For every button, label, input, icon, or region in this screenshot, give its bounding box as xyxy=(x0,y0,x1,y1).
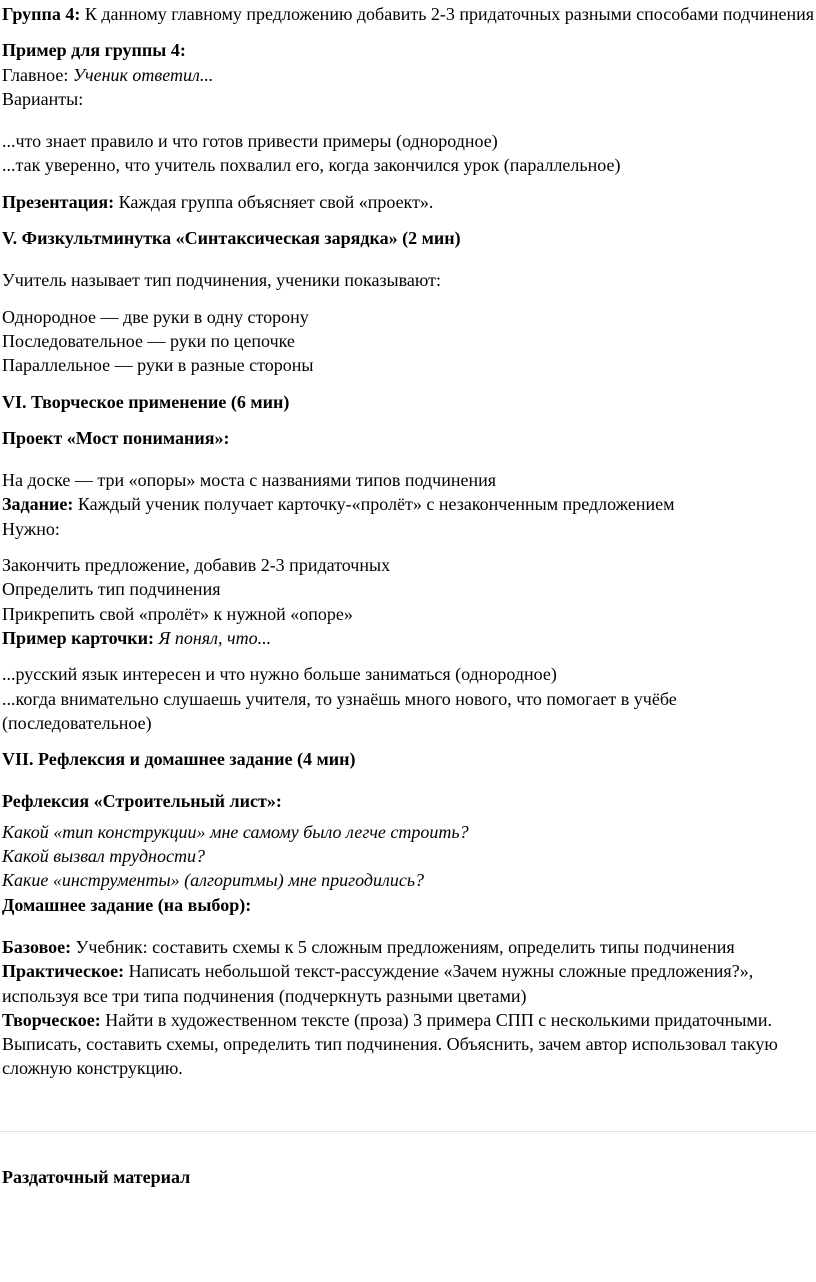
homework-label: Творческое: xyxy=(2,1009,101,1030)
example4-variants-label: Варианты: xyxy=(2,88,84,109)
card-example: ...когда внимательно слушаешь учителя, то узнаёшь много нового, что помогает в учёбе (последовательное) xyxy=(2,688,677,733)
presentation-label: Презентация: xyxy=(2,191,115,212)
reflection-question: Какой вызвал трудности? xyxy=(2,846,205,867)
homework-text: Найти в художественном тексте (проза) 3 примера СПП с несколькими придаточными. Выписать, составить схемы, определить тип подчинения. Объяснить, зачем автор использовал такую сложную конструкцию. xyxy=(2,1009,778,1079)
homework-item xyxy=(2,959,816,1008)
homework-item xyxy=(2,935,816,959)
section7-heading: VII. Рефлексия и домашнее задание (4 мин) xyxy=(2,749,356,770)
section6-heading: VI. Творческое применение (6 мин) xyxy=(2,391,290,412)
card-italic: Я понял, что... xyxy=(154,627,272,648)
section5-item: Однородное — две руки в одну сторону xyxy=(2,306,309,327)
section6-need-label: Нужно: xyxy=(2,518,60,539)
example4-heading: Пример для группы 4: xyxy=(2,40,186,61)
group4-task xyxy=(2,0,816,26)
section6-board-text: На доске — три «опоры» моста с названиями типов подчинения xyxy=(2,470,497,491)
homework-text: Написать небольшой текст-рассуждение «Зачем нужны сложные предложения?», используя все три типа подчинения (подчеркнуть разными цветами) xyxy=(2,961,754,1006)
section5-intro: Учитель называет тип подчинения, ученики показывают: xyxy=(2,270,441,291)
section6-step: Закончить предложение, добавив 2-3 придаточных xyxy=(2,555,391,576)
reflection-heading: Рефлексия «Строительный лист»: xyxy=(2,791,282,812)
example4-main-italic: Ученик ответил... xyxy=(72,64,214,85)
reflection-question: Какой «тип конструкции» мне самому было легче строить? xyxy=(2,821,469,842)
group4-text: К данному главному предложению добавить 2-3 придаточных разными способами подчинения xyxy=(80,4,814,24)
presentation-text: Каждая группа объясняет свой «проект». xyxy=(114,191,434,212)
section6-step: Прикрепить свой «пролёт» к нужной «опоре» xyxy=(2,603,353,624)
presentation xyxy=(2,190,816,214)
reflection-question: Какие «инструменты» (алгоритмы) мне пригодились? xyxy=(2,870,425,891)
variant-item: ...что знает правило и что готов привести примеры (однородное) xyxy=(2,131,498,152)
homework-heading: Домашнее задание (на выбор): xyxy=(2,894,252,915)
homework-item xyxy=(2,1008,816,1081)
card-example: ...русский язык интересен и что нужно больше заниматься (однородное) xyxy=(2,664,557,685)
section5-heading: V. Физкультминутка «Синтаксическая зарядка» (2 мин) xyxy=(2,228,461,249)
homework-text: Учебник: составить схемы к 5 сложным предложениям, определить типы подчинения xyxy=(71,936,735,957)
homework-label: Базовое: xyxy=(2,936,72,957)
group4-label: Группа 4: xyxy=(2,4,81,24)
example4-main: Главное: Ученик ответил... xyxy=(2,64,214,85)
card-label: Пример карточки: xyxy=(2,627,155,648)
handout-heading: Раздаточный материал xyxy=(2,1166,191,1187)
section5-item: Последовательное — руки по цепочке xyxy=(2,330,295,351)
task-label: Задание: xyxy=(2,494,74,515)
variant-item: ...так уверенно, что учитель похвалил его, когда закончился урок (параллельное) xyxy=(2,155,621,176)
section5-item: Параллельное — руки в разные стороны xyxy=(2,355,314,376)
homework-label: Практическое: xyxy=(2,961,125,982)
task-text: Каждый ученик получает карточку-«пролёт» с незаконченным предложением xyxy=(73,494,675,515)
section6-step: Определить тип подчинения xyxy=(2,579,221,600)
section6-project-heading: Проект «Мост понимания»: xyxy=(2,427,230,448)
section6-task xyxy=(2,492,816,516)
section6-card xyxy=(2,626,816,650)
